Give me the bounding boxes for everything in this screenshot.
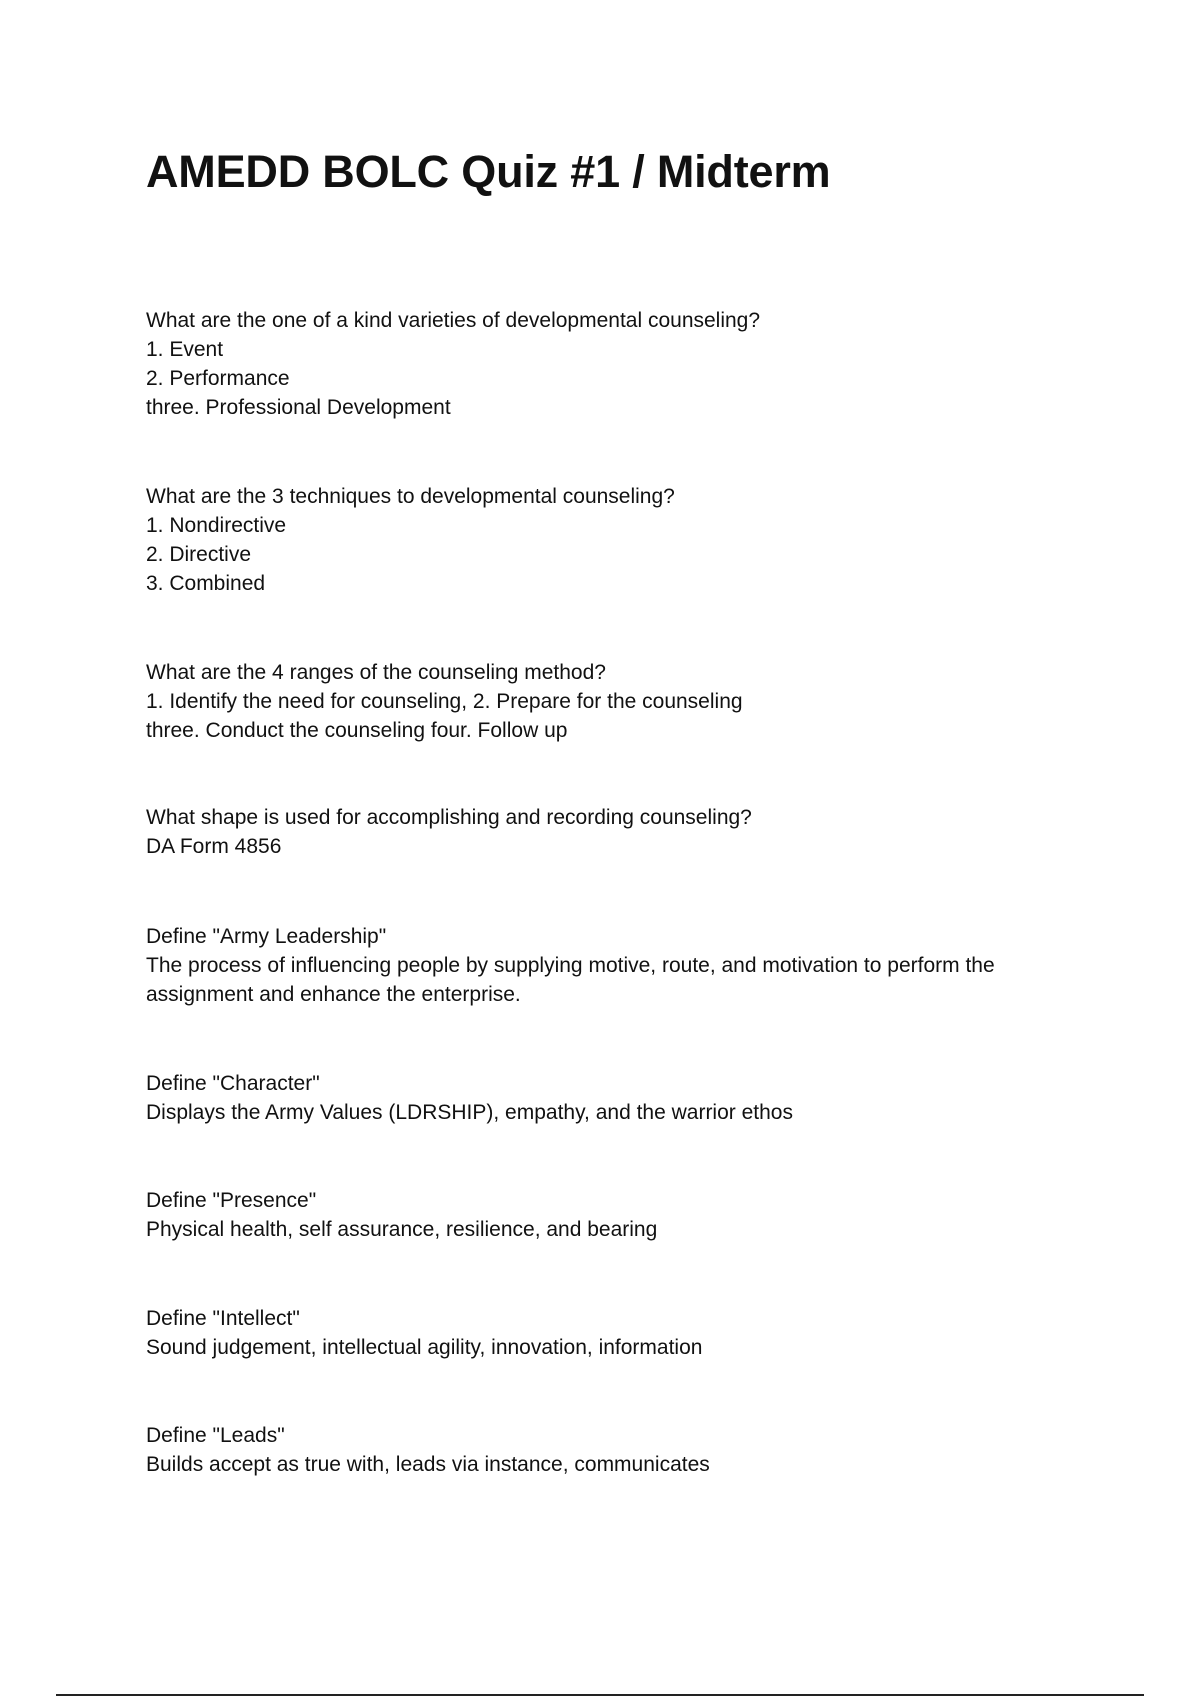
question-text: What are the one of a kind varieties of developmental counseling? <box>146 309 761 332</box>
question-text: Define "Army Leadership" <box>146 925 387 948</box>
qa-item <box>146 658 1066 745</box>
qa-item <box>146 1304 1066 1362</box>
answer-line: 1. Event <box>146 338 224 361</box>
qa-item <box>146 1069 1066 1127</box>
qa-item <box>146 482 1066 598</box>
answer-line: three. Conduct the counseling four. Follow up <box>146 719 568 742</box>
question-text: Define "Character" <box>146 1072 320 1095</box>
answer-line: 1. Identify the need for counseling, 2. Prepare for the counseling <box>146 690 743 713</box>
qa-item <box>146 1421 1066 1479</box>
qa-item <box>146 1186 1066 1244</box>
answer-line: Displays the Army Values (LDRSHIP), empathy, and the warrior ethos <box>146 1101 793 1124</box>
question-text: What are the 3 techniques to developmental counseling? <box>146 485 675 508</box>
answer-line: 2. Performance <box>146 367 290 390</box>
question-text: Define "Presence" <box>146 1189 317 1212</box>
qa-item <box>146 306 1066 422</box>
question-text: What are the 4 ranges of the counseling method? <box>146 661 606 684</box>
answer-text: The process of influencing people by supplying motive, route, and motivation to perform the assignment and enhance the enterprise. <box>146 954 995 1006</box>
qa-item <box>146 922 1066 1009</box>
page-title: AMEDD BOLC Quiz #1 / Midterm <box>146 146 831 197</box>
answer-line: 2. Directive <box>146 543 252 566</box>
answer-line: Sound judgement, intellectual agility, innovation, information <box>146 1336 703 1359</box>
answer-line: 3. Combined <box>146 572 266 595</box>
answer-line: Physical health, self assurance, resilience, and bearing <box>146 1218 658 1241</box>
qa-item <box>146 803 1066 861</box>
question-text: What shape is used for accomplishing and recording counseling? <box>146 806 752 829</box>
question-text: Define "Intellect" <box>146 1307 300 1330</box>
question-text: Define "Leads" <box>146 1424 285 1447</box>
answer-line: Builds accept as true with, leads via instance, communicates <box>146 1453 710 1476</box>
page-bottom-divider <box>56 1694 1144 1696</box>
answer-line: three. Professional Development <box>146 396 451 419</box>
answer-line: DA Form 4856 <box>146 835 282 858</box>
answer-line: 1. Nondirective <box>146 514 287 537</box>
